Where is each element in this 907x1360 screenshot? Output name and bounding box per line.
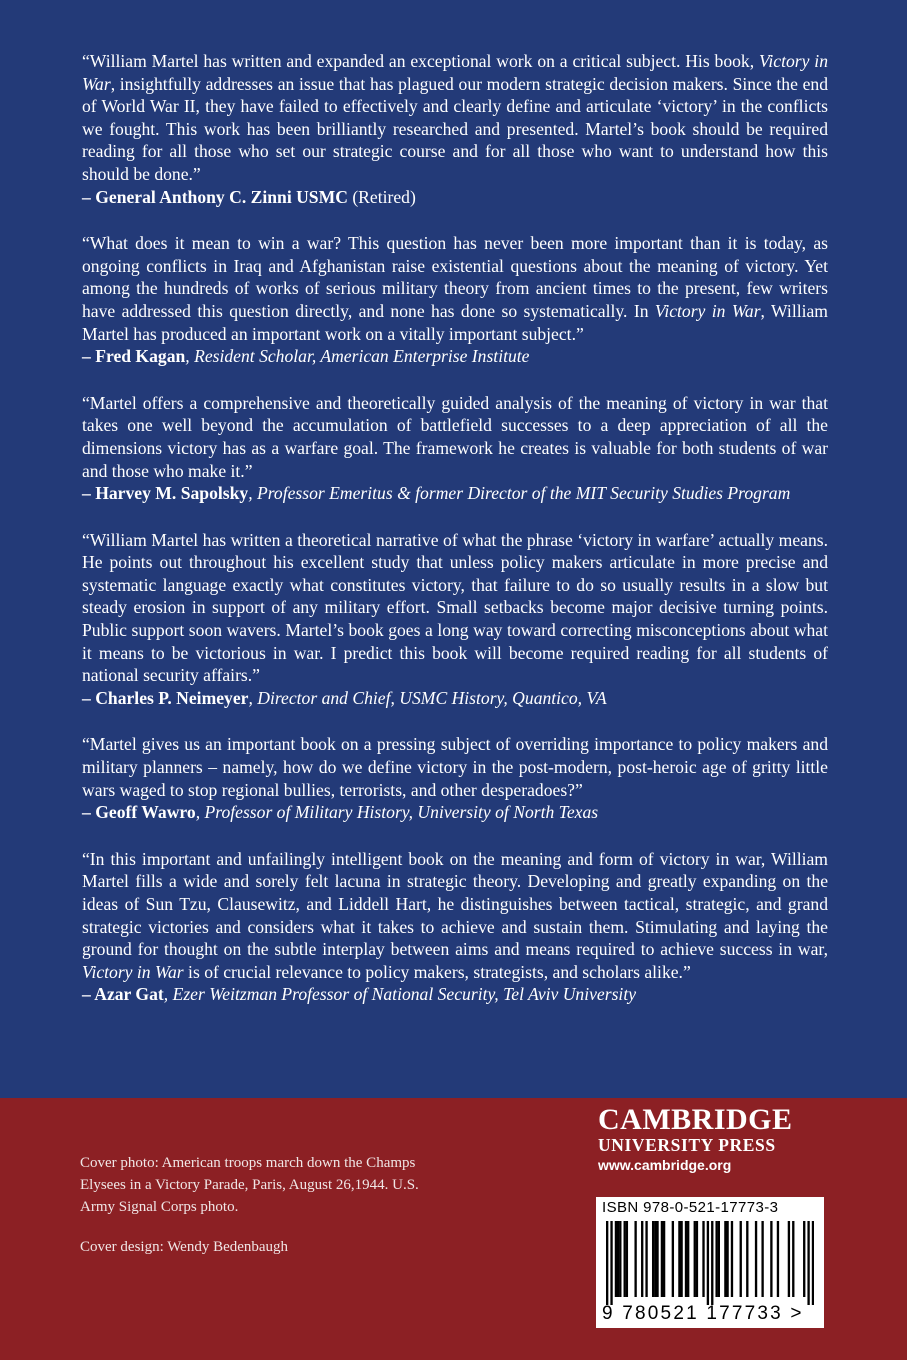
barcode-bar [617,1221,619,1297]
reviewer-name: General Anthony C. Zinni USMC [95,186,348,207]
reviewer-name: Geoff Wawro [95,802,196,823]
barcode-bar [755,1221,757,1297]
barcode-bar [724,1221,726,1297]
blurb-text: “What does it mean to win a war? This question has never been more important than it is today, as ongoing conflicts in Iraq and Afghanistan raise existential questions about the meaning of victory. Yet among the hundreds of works of serious military theory from ancient times to the present, few writers have addressed this question directly, and none has done so systematically. In Victory in War, William Martel has produced an important work on a vitally important subject.” [82,233,828,344]
reviewer-title: (Retired) [347,186,416,207]
reviewer-title: , Ezer Weitzman Professor of National Security, Tel Aviv University [163,984,637,1005]
barcode-bar [715,1221,717,1297]
publisher-logo [598,1105,824,1175]
barcode-bar [740,1221,742,1297]
barcode-bar [641,1221,643,1297]
barcode-bar [694,1221,696,1297]
barcode-bar [678,1221,680,1297]
blurb-kagan [82,232,828,368]
blurb-text: “William Martel has written and expanded an exceptional work on a critical subject. His book, Victory in War, insightfully addresses an issue that has plagued our modern strategic decision makers. Since the end of World War II, they have failed to effectively and clearly define and articulate ‘victory’ in the conflicts we fought. This work has been brilliantly researched and presented. Martel’s book should be required reading for all those who set our strategic course and for all those who want to understand how this should be done.” [82,51,828,184]
barcode-bar [792,1221,794,1297]
blurb-attribution: – Charles P. Neimeyer, Director and Chief, USMC History, Quantico, VA [82,687,607,708]
barcode-bar [680,1221,682,1297]
barcode-bar [761,1221,763,1297]
barcode-bar [634,1221,636,1297]
cover-credits [80,1152,440,1276]
barcode-bar [672,1221,674,1297]
barcode-bar [615,1221,617,1297]
blurb-neimeyer [82,529,828,710]
barcode-bar [652,1221,654,1297]
blurb-wawro [82,733,828,823]
isbn-label: ISBN 978-0-521-17773-3 [602,1199,779,1216]
blurb-text: “Martel gives us an important book on a pressing subject of overriding importance to policy makers and military planners – namely, how do we define victory in the post-modern, post-heroic age of gritty little wars waged to stop regional bullies, terrorists, and other desperadoes?” [82,734,828,800]
barcode-bar [645,1221,647,1297]
barcode-bar [777,1221,779,1297]
blurb-attribution: – Harvey M. Sapolsky, Professor Emeritus & former Director of the MIT Security Studies Program [82,483,791,504]
reviewer-name: Harvey M. Sapolsky [95,483,249,504]
barcode-bars [606,1221,814,1305]
barcode-bar [702,1221,704,1297]
barcode-bar [788,1221,790,1297]
barcode-bar [807,1221,809,1305]
blurb-attribution: – Fred Kagan, Resident Scholar, American Enterprise Institute [82,346,530,367]
blurb-attribution: – Geoff Wawro, Professor of Military History, University of North Texas [82,802,599,823]
barcode-bar [746,1221,748,1297]
barcode-bar [624,1221,626,1297]
blurb-text: “Martel offers a comprehensive and theoretically guided analysis of the meaning of victory in war that takes one well beyond the accumulation of battlefield successes to a deep appreciation of all the dimensions victory has as a warfare goal. The framework he creates is valuable for both students of war and those who make it.” [82,392,828,481]
reviewer-name: Azar Gat [94,984,164,1005]
blurb-attribution: – Azar Gat, Ezer Weitzman Professor of National Security, Tel Aviv University [82,984,637,1005]
barcode-bar [656,1221,658,1297]
barcode-bar [687,1221,689,1297]
barcode-bar [610,1221,612,1305]
blurb-sapolsky [82,392,828,505]
blurb-text: “William Martel has written a theoretical narrative of what the phrase ‘victory in warfare’ actually means. He points out throughout his excellent study that unless policy makers articulate in more precise and systematic language exactly what constitutes victory, that failure to do so usually results in a slow but steady erosion in support of any military effort. Small setbacks become major decisive turning points. Public support soon wavers. Martel’s book goes a long way toward correcting misconceptions about what it means to be victorious in war. I predict this book will become required reading for all students of national security affairs.” [82,529,828,686]
barcode-bar [731,1221,733,1297]
barcode-bar [626,1221,628,1297]
barcode-bar [770,1221,772,1297]
reviewer-title: , Resident Scholar, American Enterprise Institute [185,346,530,367]
barcode-bar [654,1221,656,1297]
publisher-url[interactable]: www.cambridge.org [598,1157,732,1173]
design-credit: Cover design: Wendy Bedenbaugh [80,1239,289,1255]
barcode-bar [812,1221,814,1305]
barcode-bar [606,1221,608,1305]
reviewer-title: , Professor of Military History, University of North Texas [195,802,599,823]
barcode-bar [661,1221,663,1297]
barcode-bar [663,1221,665,1297]
photo-credit: Cover photo: American troops march down the Champs Elysees in a Victory Parade, Paris, August 26,1944. U.S. Army Signal Corps photo. [80,1155,419,1215]
blurb-list [82,50,828,1030]
barcode-bar [685,1221,687,1297]
barcode-bar [711,1221,713,1305]
blurb-attribution: – General Anthony C. Zinni USMC (Retired) [82,186,416,207]
reviewer-title: , Professor Emeritus & former Director of the MIT Security Studies Program [248,483,791,504]
barcode-bar [707,1221,709,1305]
barcode-digits: 9 780521 177733 > [602,1303,804,1324]
reviewer-title: , Director and Chief, USMC History, Quantico, VA [248,687,607,708]
publisher-name: CAMBRIDGE [598,1103,793,1136]
blurb-text: “In this important and unfailingly intelligent book on the meaning and form of victory in war, William Martel fills a wide and sorely felt lacuna in strategic theory. Developing and greatly expanding on the ideas of Sun Tzu, Clausewitz, and Liddell Hart, he distinguishes between tactical, strategic, and grand strategic victories and considers what it takes to achieve and sustain them. Stimulating and laying the ground for thought on the subtle interplay between aims and means required to achieve success in war, Victory in War is of crucial relevance to policy makers, strategists, and scholars alike.” [82,848,828,982]
reviewer-name: Fred Kagan [95,346,186,367]
barcode-bar [803,1221,805,1297]
barcode-bar [619,1221,621,1297]
blurb-zinni [82,50,828,208]
publisher-subname: UNIVERSITY PRESS [598,1135,776,1155]
isbn-barcode [596,1197,824,1328]
barcode-bar [696,1221,698,1297]
barcode-bar [726,1221,728,1297]
barcode-bar [718,1221,720,1297]
blurb-gat [82,848,828,1006]
reviewer-name: Charles P. Neimeyer [95,687,249,708]
